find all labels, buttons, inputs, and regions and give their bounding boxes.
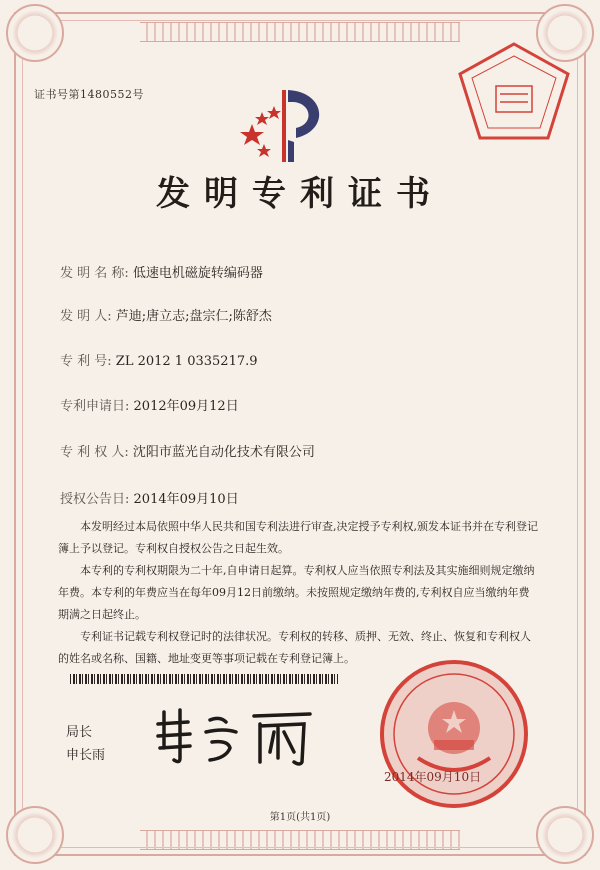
patent-number-value: ZL 2012 1 0335217.9 bbox=[115, 354, 258, 369]
inventors-row bbox=[60, 305, 272, 324]
handwritten-signature-icon bbox=[150, 702, 320, 772]
patent-office-logo-icon bbox=[238, 82, 338, 166]
signer-name: 申长雨 bbox=[66, 748, 106, 763]
filing-date-row bbox=[60, 395, 239, 414]
barcode bbox=[70, 674, 338, 684]
body-paragraph: 本发明经过本局依照中华人民共和国专利法进行审查,决定授予专利权,颁发本证书并在专利登记簿上予以登记。专利权自授权公告之日起生效。 bbox=[58, 520, 538, 555]
inventors-value: 芦迪;唐立志;盘宗仁;陈舒杰 bbox=[115, 309, 272, 324]
page-number: 第1页(共1页) bbox=[269, 812, 331, 823]
certificate-number: 证书号第1480552号 bbox=[34, 88, 144, 101]
patentee-label: 专 利 权 人: bbox=[60, 445, 129, 460]
patentee-row bbox=[60, 441, 315, 460]
announcement-date-value: 2014年09月10日 bbox=[133, 492, 239, 507]
invention-name-value: 低速电机磁旋转编码器 bbox=[132, 266, 263, 281]
inventors-label: 发 明 人: bbox=[60, 309, 112, 324]
filing-date-value: 2012年09月12日 bbox=[133, 399, 239, 414]
certificate-title: 发明专利证书 bbox=[156, 174, 444, 214]
patent-number-row bbox=[60, 350, 258, 369]
invention-name-row bbox=[60, 262, 263, 281]
filing-date-label: 专利申请日: bbox=[60, 399, 130, 414]
special-seal-stamp-icon bbox=[456, 40, 572, 144]
announcement-date-row bbox=[60, 488, 239, 507]
patent-number-label: 专 利 号: bbox=[60, 354, 112, 369]
body-paragraph: 专利证书记载专利权登记时的法律状况。专利权的转移、质押、无效、终止、恢复和专利权人的姓名或名称、国籍、地址变更等事项记载在专利登记簿上。 bbox=[58, 630, 531, 665]
corner-ornament-top-left bbox=[6, 4, 64, 62]
certificate-body-text bbox=[58, 516, 538, 670]
signer-title: 局长 bbox=[66, 725, 93, 740]
top-ornament bbox=[140, 22, 460, 42]
patentee-value: 沈阳市蓝光自动化技术有限公司 bbox=[132, 445, 315, 460]
seal-date: 2014年09月10日 bbox=[384, 770, 482, 784]
bottom-ornament bbox=[140, 830, 460, 850]
announcement-date-label: 授权公告日: bbox=[60, 492, 130, 507]
invention-name-label: 发 明 名 称: bbox=[60, 266, 129, 281]
body-paragraph: 本专利的专利权期限为二十年,自申请日起算。专利权人应当依照专利法及其实施细则规定缴纳年费。本专利的年费应当在每年09月12日前缴纳。未按照规定缴纳年费的,专利权自应当缴纳年费期满之日起终止。 bbox=[58, 564, 535, 621]
official-seal-stamp-icon bbox=[378, 658, 530, 810]
